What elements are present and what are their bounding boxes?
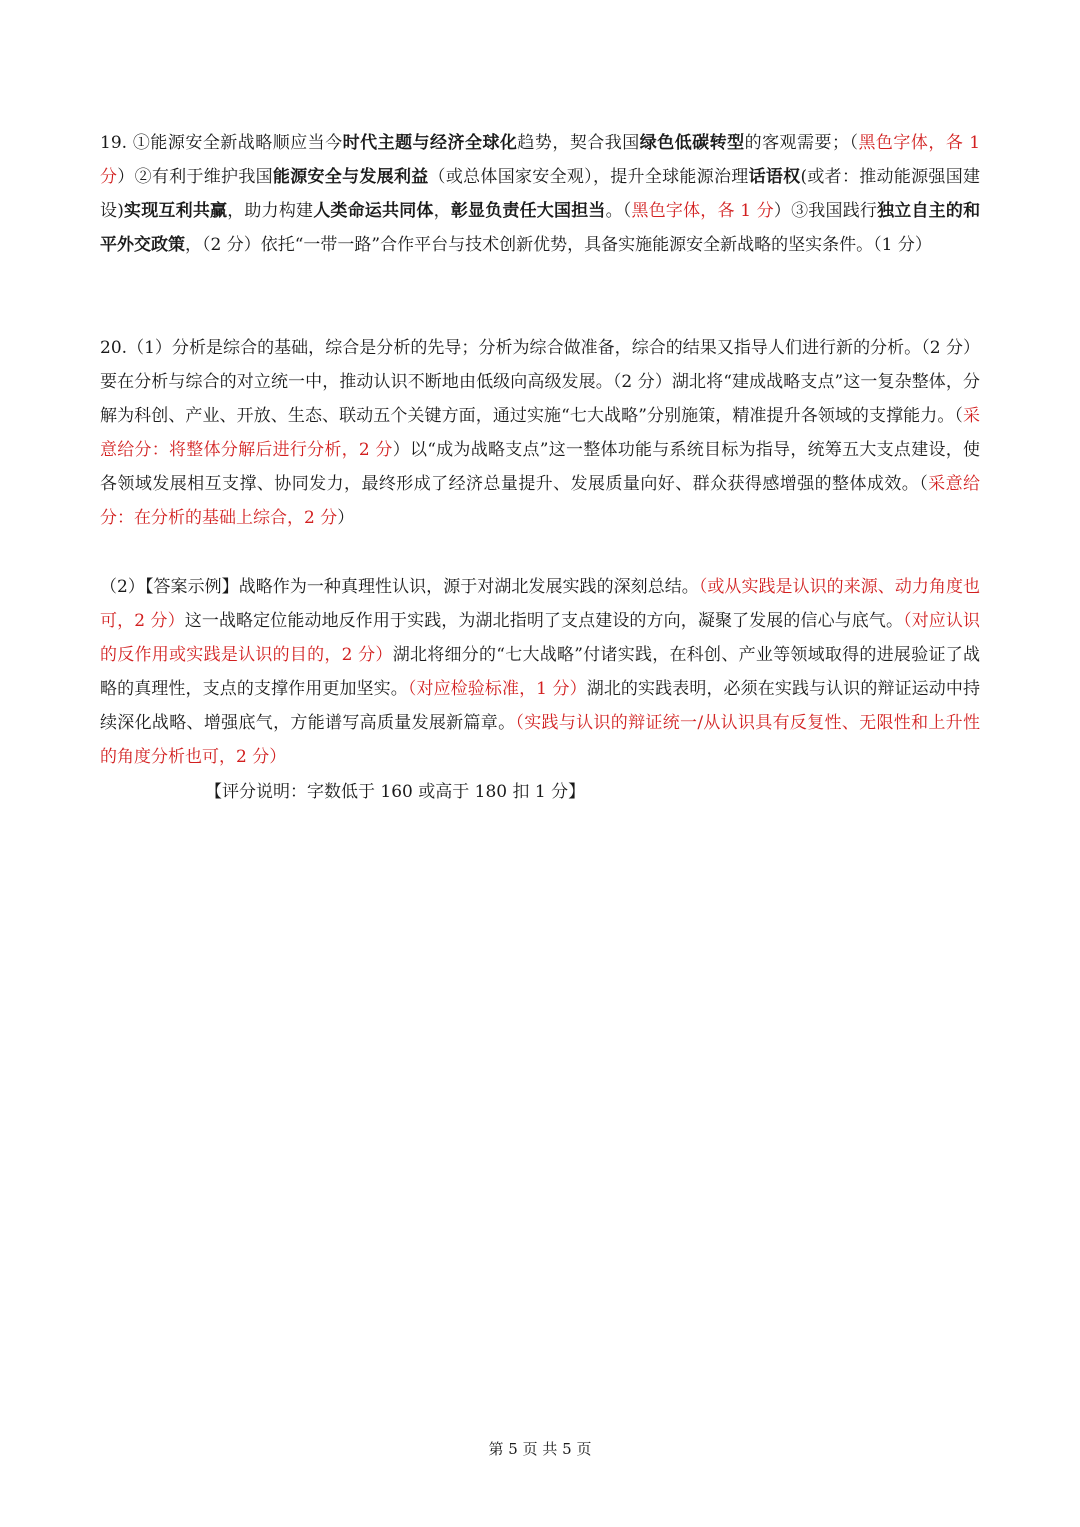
- scoring-annotation: 采意给分：将整体分解后进行分析，2 分: [100, 406, 980, 460]
- bold-keyword: 彰显负责任大国担当: [450, 201, 606, 221]
- text-run: 这一战略定位能动地反作用于实践，为湖北指明了支点建设的方向，凝聚了发展的信心与底气。: [184, 611, 904, 631]
- text-run: 的客观需要；（: [744, 133, 859, 153]
- scoring-annotation: 采意给分：在分析的基础上综合，2 分: [100, 474, 981, 528]
- bold-keyword: 独立自主的和平外交政策: [100, 201, 981, 255]
- scoring-annotation: 黑色字体，各 1 分: [100, 133, 981, 187]
- text-run: 湖北的实践表明，必须在实践与认识的辩证运动中持续深化战略、增强底气，方能谱写高质量发展新篇章。: [100, 679, 980, 733]
- bold-keyword: 话语权: [748, 167, 801, 187]
- text-run: 20.（1）分析是综合的基础，综合是分析的先导；分析为综合做准备，综合的结果又指导人们进行新的分析。（2 分）要在分析与综合的对立统一中，推动认识不断地由低级向高级发展。（2 分）湖北将“建成战略支点”这一复杂整体，分解为科创、产业、开放、生态、联动五个关键方面，通过实施“七大战略”分别施策，精准提升各领域的支撑能力。（: [100, 338, 980, 426]
- scoring-annotation: 黑色字体，各 1 分: [631, 201, 774, 221]
- text-run: 。（: [605, 201, 632, 221]
- text-run: 湖北将细分的“七大战略”付诸实践，在科创、产业等领域取得的进展验证了战略的真理性，支点的支撑作用更加坚实。: [100, 645, 980, 699]
- text-run: （2）【答案示例】战略作为一种真理性认识，源于对湖北发展实践的深刻总结。: [100, 577, 699, 597]
- scoring-annotation: （实践与认识的辩证统一/从认识具有反复性、无限性和上升性的角度分析也可，2 分）: [100, 713, 980, 767]
- text-run: ，助力构建: [227, 201, 314, 221]
- text-run: ）: [337, 508, 355, 528]
- text-run: ，: [433, 201, 451, 221]
- answer-20-part-1: [100, 331, 980, 535]
- scoring-note: 【评分说明：字数低于 160 或高于 180 扣 1 分】: [205, 782, 586, 802]
- scoring-annotation: （对应检验标准，1 分）: [407, 679, 587, 699]
- bold-keyword: 时代主题与经济全球化: [342, 133, 518, 153]
- bold-keyword: 绿色低碳转型: [639, 133, 745, 153]
- text-run: (或者：推动能源强国建设): [100, 167, 981, 221]
- page-footer: 第 5 页 共 5 页: [488, 1440, 592, 1458]
- text-run: 19. ①能源安全新战略顺应当今: [100, 133, 343, 153]
- answer-20-part-2: [100, 570, 980, 774]
- text-run: ）以“成为战略支点”这一整体功能与系统目标为指导，统筹五大支点建设，使各领域发展相互支撑、协同发力，最终形成了经济总量提升、发展质量向好、群众获得感增强的整体成效。（: [100, 440, 980, 494]
- text-run: 趋势，契合我国: [517, 133, 640, 153]
- text-run: ）②有利于维护我国: [117, 167, 273, 187]
- text-run: ）③我国践行: [773, 201, 878, 221]
- bold-keyword: 实现互利共赢: [123, 201, 228, 221]
- text-run: （或总体国家安全观），提升全球能源治理: [428, 167, 749, 187]
- answer-19: [100, 126, 980, 262]
- text-run: ，（2 分）依托“一带一路”合作平台与技术创新优势，具备实施能源安全新战略的坚实条件。（1 分）: [185, 235, 932, 255]
- bold-keyword: 人类命运共同体: [313, 201, 434, 221]
- bold-keyword: 能源安全与发展利益: [272, 167, 429, 187]
- scoring-annotation: （或从实践是认识的来源、动力角度也可，2 分）: [100, 577, 980, 631]
- scoring-annotation: （对应认识的反作用或实践是认识的目的，2 分）: [100, 611, 981, 665]
